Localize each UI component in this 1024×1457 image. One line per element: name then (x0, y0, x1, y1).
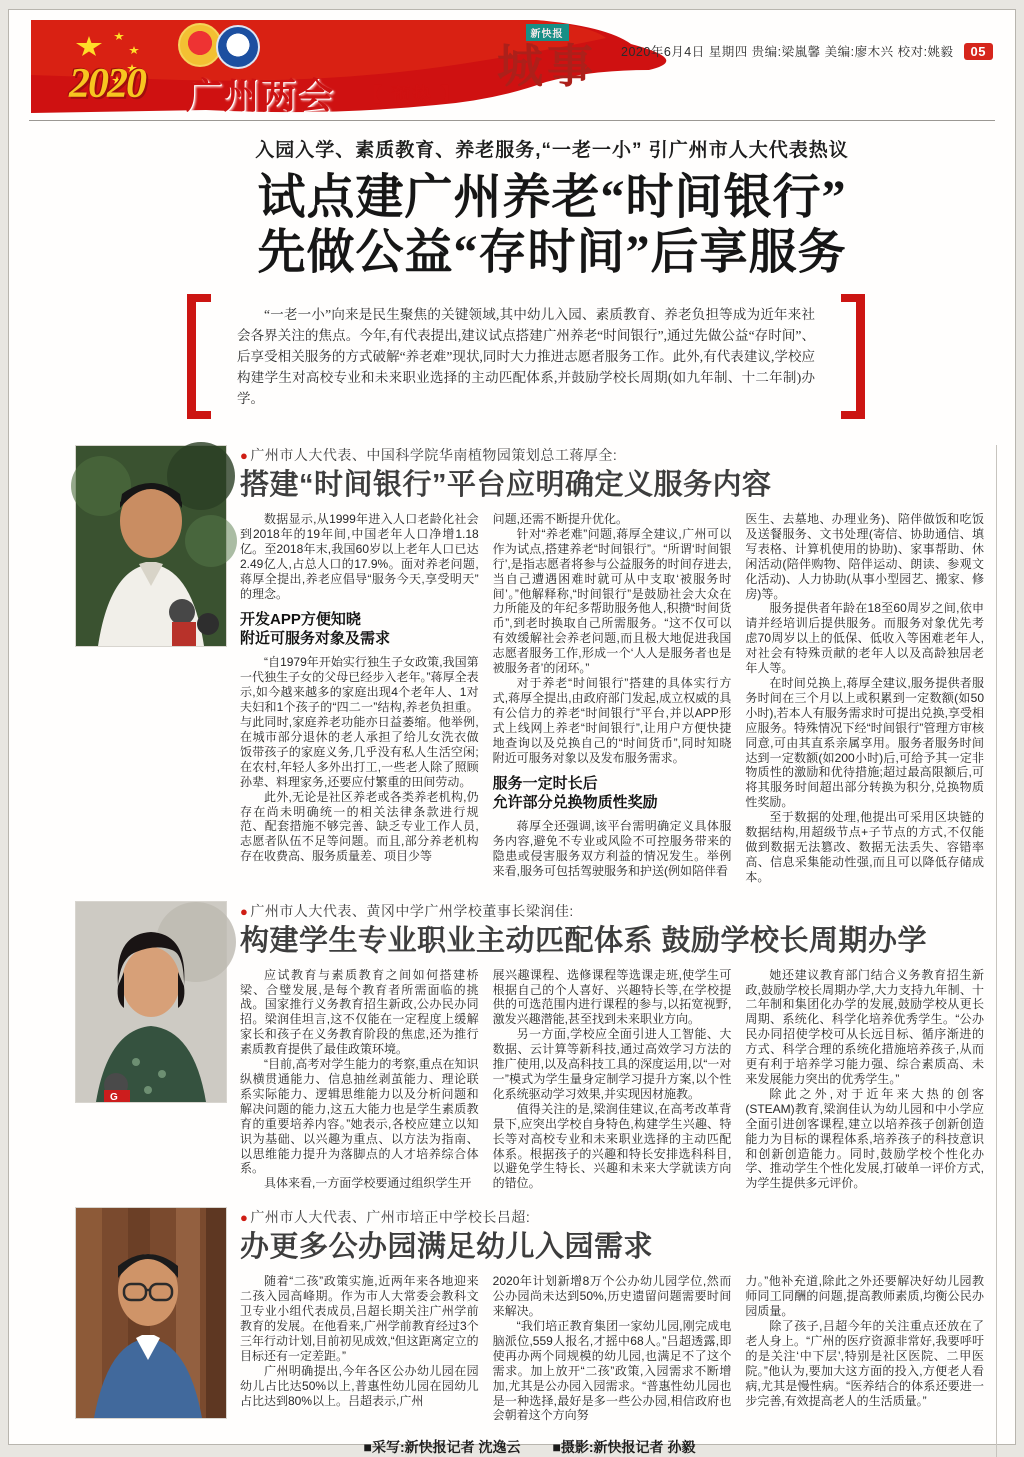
photo-jiang-houquan (75, 445, 227, 885)
article-column (240, 968, 479, 1192)
portrait-man-white-shirt (75, 445, 227, 647)
paragraph: 展兴趣课程、选修课程等选课走班,使学生可根据自己的个人喜好、兴趣特长等,在学校提供的可选范围内进行课程的参与,以拓宽视野,激发兴趣潜能,甚至找到未来职业方向。 (492, 967, 732, 1027)
article-kindergarten (75, 1207, 984, 1423)
article-column (745, 512, 984, 885)
column-subhead: 开发APP方便知晓 (240, 611, 361, 629)
headline-line-2: 先做公益“存时间”后享服务 (257, 226, 847, 279)
eyebrow-text: 广州市人大代表、广州市培正中学校长吕超: (250, 1209, 531, 1226)
paragraph: 除了孩子,吕超今年的关注重点还放在了老人身上。“广州的医疗资源非常好,我要呼吁的是关注‘中下层’,特别是社区医院、二甲医院。”他认为,要加大这方面的投入,方便老人看病,尤其是慢性病。“医养结合的体系还要进一步完善,有效提高老人的生活质量。” (745, 1318, 985, 1408)
headline-line-1: 试点建广州养老“时间银行” (257, 171, 847, 224)
credit-photographer: ■摄影:新快报记者 孙毅 (552, 1439, 696, 1456)
article-eyebrow (240, 901, 984, 921)
paragraph: 针对“养老难”问题,蒋厚全建议,广州可以作为试点,搭建养老“时间银行”。“所谓‘时间银行’,是指志愿者将参与公益服务的时间存进去,当自己遭遇困难时就可从中支取‘被服务时间’。”他解释称,“时间银行”是鼓励社会大众在力所能及的年纪多帮助服务他人,积攒“时间货币”,到老时换取自己所需服务。“这不仅可以有效缓解社会养老问题,而且极大地促进我国志愿者服务工作,形成一个‘人人是服务者也是被服务者’的闭环。” (492, 526, 732, 676)
paragraph: 问题,还需不断提升优化。 (492, 512, 629, 526)
article-column (745, 1274, 984, 1423)
newspaper-page (8, 9, 1016, 1456)
banner-year: 2020 (69, 61, 145, 107)
article-column (745, 968, 984, 1192)
paragraph: 医生、去墓地、办理业务)、陪伴做饭和吃饭及送餐服务、文书处理(寄信、协助通信、填写表格、计算机使用的协助)、家事帮助、休闲活动(陪伴购物、陪伴运动、朗读、参观文化活动)、人力协助(从事小型园艺、搬家、修房)等。 (745, 512, 985, 601)
paragraph: “我们培正教育集团一家幼儿园,刚完成电脑派位,559人报名,才摇中68人。”吕超透露,即使再办两个同规模的幼儿园,也满足不了这个需求。加上放开“二孩”政策,入园需求不断增加,尤其是公办园入园需求。“普惠性幼儿园也是一种选择,最好是多一些公办园,相信政府也会朝着这个方向努 (492, 1318, 732, 1423)
article-columns (240, 1274, 984, 1423)
articles-area (75, 445, 997, 1457)
paragraph: 值得关注的是,梁润佳建议,在高考改革背景下,应突出学校自身特色,构建学生兴趣、特长等对高校专业和未来职业选择的主动匹配体系。根据孩子的兴趣和特长安排选科科目,以避免学生特长、兴趣和未来大学就读方向的错位。 (492, 1101, 732, 1191)
cppcc-emblem-icon (216, 25, 260, 69)
column-subhead: 附近可服务对象及需求 (240, 630, 391, 648)
article-body (240, 445, 984, 885)
article-column (240, 512, 479, 885)
article-time-bank (75, 445, 984, 885)
article-columns (240, 512, 984, 885)
main-headline (129, 170, 975, 280)
page-number-badge: 05 (964, 43, 993, 60)
credits-line (75, 1437, 984, 1457)
masthead (487, 24, 607, 92)
section-name: 城事 (497, 41, 597, 92)
paragraph: 2020年计划新增8万个公办幼儿园学位,然而公办园尚未达到50%,历史遗留问题需要时间来解决。 (492, 1274, 732, 1319)
paragraph: 具体来看,一方面学校要通过组织学生开 (264, 1176, 472, 1191)
paragraph: 对于养老“时间银行”搭建的具体实行方式,蒋厚全提出,由政府部门发起,成立权威的具有公信力的养老“时间银行”平台,并以APP形式上线网上养老“时间银行”,让用户方便快捷地查询以及兑换自己的“时间货币”,同时知晓附近可服务对象以及发布服务需求。 (492, 675, 732, 765)
article-column (493, 1274, 732, 1423)
paragraph: 数据显示,从1999年进入人口老龄化社会到2018年的19年间,中国老年人口净增1.18亿。至2018年末,我国60岁以上老年人口已达2.49亿人,占总人口的17.9%。面对养老问题,蒋厚全提出,养老应倡导“服务今天,享受明天”的理念。 (240, 512, 479, 601)
intro-text: “一老一小”向来是民生聚焦的关键领域,其中幼儿入园、素质教育、养老负担等成为近年来社会各界关注的焦点。今年,有代表提出,建议试点搭建广州养老“时间银行”,通过先做公益“存时间”、后享受相关服务的方式破解“养老难”现状,同时大力推进志愿者服务工作。此外,有代表建议,学校应构建学生对高校专业和未来职业选择的主动匹配体系,并鼓励学校长周期(如九年制、十二年制)办学。 (237, 307, 815, 406)
headline-kicker: 入园入学、素质教育、养老服务,“一老一小” 引广州市人大代表热议 (255, 140, 849, 161)
headline-block (129, 135, 975, 280)
column-subhead: 允许部分兑换物质性奖励 (492, 794, 658, 812)
photo-lv-chao (75, 1207, 227, 1423)
paragraph: 除此之外,对于近年来大热的创客(STEAM)教育,梁润佳认为幼儿园和中小学应全面引进创客课程,建立以培养孩子创新创造能力为目标的课程体系,培养孩子的科技意识和创新创造能力。同时,鼓励学校个性化办学、推动学生个性化发展,打破单一评价方式,为学生提供多元评价。 (745, 1086, 985, 1191)
article-eyebrow (240, 1207, 984, 1227)
article-column (493, 512, 732, 885)
paragraph: 随着“二孩”政策实施,近两年来各地迎来二孩入园高峰期。作为市人大常委会教科文卫专业小组代表成员,吕超长期关注广州学前教育的发展。在他看来,广州学前教育经过3个三年行动计划,目前初见成效,“但这距离定立的目标还有一定差距。” (240, 1274, 479, 1363)
paragraph: 应试教育与素质教育之间如何搭建桥梁、合璧发展,是每个教育者所需面临的挑战。国家推行义务教育招生新政,公办民办同招。梁润佳坦言,这不仅能在一定程度上缓解家长和孩子在义务教育阶段的焦虑,还为推行素质教育提供了最佳政策环境。 (240, 967, 479, 1057)
paragraph: 力。”他补充道,除此之外还要解决好幼儿园教师同工同酬的问题,提高教师素质,均衡公民办园质量。 (745, 1274, 985, 1319)
intro-box (187, 294, 865, 419)
article-eyebrow (240, 445, 984, 465)
page-header (29, 18, 995, 121)
credit-writer: ■采写:新快报记者 沈逸云 (363, 1439, 521, 1456)
paper-name-badge: 新快报 (526, 24, 569, 41)
article-title: 办更多公办园满足幼儿入园需求 (240, 1231, 654, 1264)
column-subhead: 服务一定时长后 (492, 775, 598, 793)
paragraph: “自1979年开始实行独生子女政策,我国第一代独生子女的父母已经步入老年。”蒋厚全表示,如今越来越多的家庭出现4个老年人、1对夫妇和1个孩子的“四二一”结构,养老负担重。与此同时,家庭养老功能亦日益萎缩。他举例,在城市部分退休的老人承担了给儿女洗衣做饭带孩子的家庭义务,几乎没有私人生活空闲;在农村,年轻人多外出打工,一些老人除了照顾孙辈、料理家务,还要应付繁重的田间劳动。 (240, 655, 479, 789)
right-bracket-icon (841, 294, 865, 419)
portrait-woman-short-hair (75, 901, 227, 1103)
paragraph: 在时间兑换上,蒋厚全建议,服务提供者服务时间在三个月以上或积累到一定数额(如50小时),若本人有服务需求时可提出兑换,享受相应服务。特殊情况下经“时间银行”管理方审核同意,可由其直系亲属享用。服务者服务时间达到一定数额(如200小时)后,可给予其一定非物质性的激励和优待措施;超过最高限额后,可将其服务时间超出部分转换为积分,兑换物质性奖励。 (745, 675, 985, 810)
paragraph: 服务提供者年龄在18至60周岁之间,依申请并经培训后提供服务。而服务对象优先考虑70周岁以上的低保、低收入等困难老年人,对社会有特殊贡献的老年人以及高龄独居老年人等。 (745, 601, 985, 676)
paragraph: “目前,高考对学生能力的考察,重点在知识纵横贯通能力、信息抽丝剥茧能力、理论联系实际能力、逻辑思维能力以及分析问题和解决问题的能力,这五大能力也是学生素质教育的重要培养内容。”她表示,各校应建立以知识为基础、以兴趣为重点、以方法为指南、以思维能力提升为落脚点的人才培养综合体系。 (240, 1057, 479, 1176)
eyebrow-text: 广州市人大代表、黄冈中学广州学校董事长梁润佳: (250, 902, 574, 919)
date-editors-text: 2020年6月4日 星期四 贵编:梁嵐馨 美编:廖木兴 校对:姚毅 (621, 45, 954, 59)
article-column (240, 1274, 479, 1423)
paragraph: 广州明确提出,今年各区公办幼儿园在园幼儿占比达50%以上,普惠性幼儿园在园幼儿占比达到80%以上。吕超表示,广州 (240, 1363, 479, 1408)
paragraph: 她还建议教育部门结合义务教育招生新政,鼓励学校长周期办学,大力支持九年制、十二年制和集团化办学的发展,鼓励学校从更长周期、系统化、科学化培养优秀学生。“公办民办同招使学校可从长远目标、循序渐进的方式、科学合理的系统化措施培养孩子,从而更有利于培养学习能力强、综合素质高、未来发展能力突出的优秀学生。” (745, 967, 985, 1086)
article-column (493, 968, 732, 1192)
bullet-icon: ● (240, 903, 249, 919)
article-columns (240, 968, 984, 1192)
left-bracket-icon (187, 294, 211, 419)
article-body (240, 1207, 984, 1423)
photo-liang-runjia (75, 901, 227, 1192)
article-school-matching (75, 901, 984, 1192)
portrait-man-glasses-blue-shirt (75, 1207, 227, 1419)
bullet-icon: ● (240, 1210, 249, 1226)
dateline (621, 42, 993, 60)
paragraph: 另一方面,学校应全面引进人工智能、大数据、云计算等新科技,通过高效学习方法的推广使用,以及高科技工具的深度运用,以“一对一”模式为学生量身定制学习提升方案,以个性化系统驱动学习效果,并实现因材施教。 (492, 1027, 732, 1101)
banner-title: 广州两会 (186, 76, 335, 116)
article-title: 构建学生专业职业主动匹配体系 鼓励学校长周期办学 (240, 924, 928, 957)
bullet-icon: ● (240, 448, 249, 463)
paragraph: 至于数据的处理,他提出可采用区块链的数据结构,用超级节点+子节点的方式,不仅能做到数据无法篡改、数据无法丢失、容错率高、信息采集能动性强,而且可以降低存储成本。 (745, 810, 985, 884)
article-body (240, 901, 984, 1192)
banner-tag: 【 预热 】 (363, 85, 462, 106)
svg-text:G: G (110, 1091, 118, 1103)
paragraph: 此外,无论是社区养老或各类养老机构,仍存在尚未明确统一的相关法律条款进行规范、配套措施不够完善、缺乏专业工作人员,志愿者队伍不足等问题。而且,部分养老机构存在收费高、服务质量差、项目少等 (240, 789, 479, 864)
eyebrow-text: 广州市人大代表、中国科学院华南植物园策划总工蒋厚全: (250, 447, 618, 463)
article-title: 搭建“时间银行”平台应明确定义服务内容 (240, 469, 772, 501)
paragraph: 蒋厚全还强调,该平台需明确定义具体服务内容,避免不专业或风险不可控服务带来的隐患或侵害服务双方利益的情况发生。举例来看,服务可包括驾驶服务和护送(例如陪伴看 (492, 819, 732, 879)
